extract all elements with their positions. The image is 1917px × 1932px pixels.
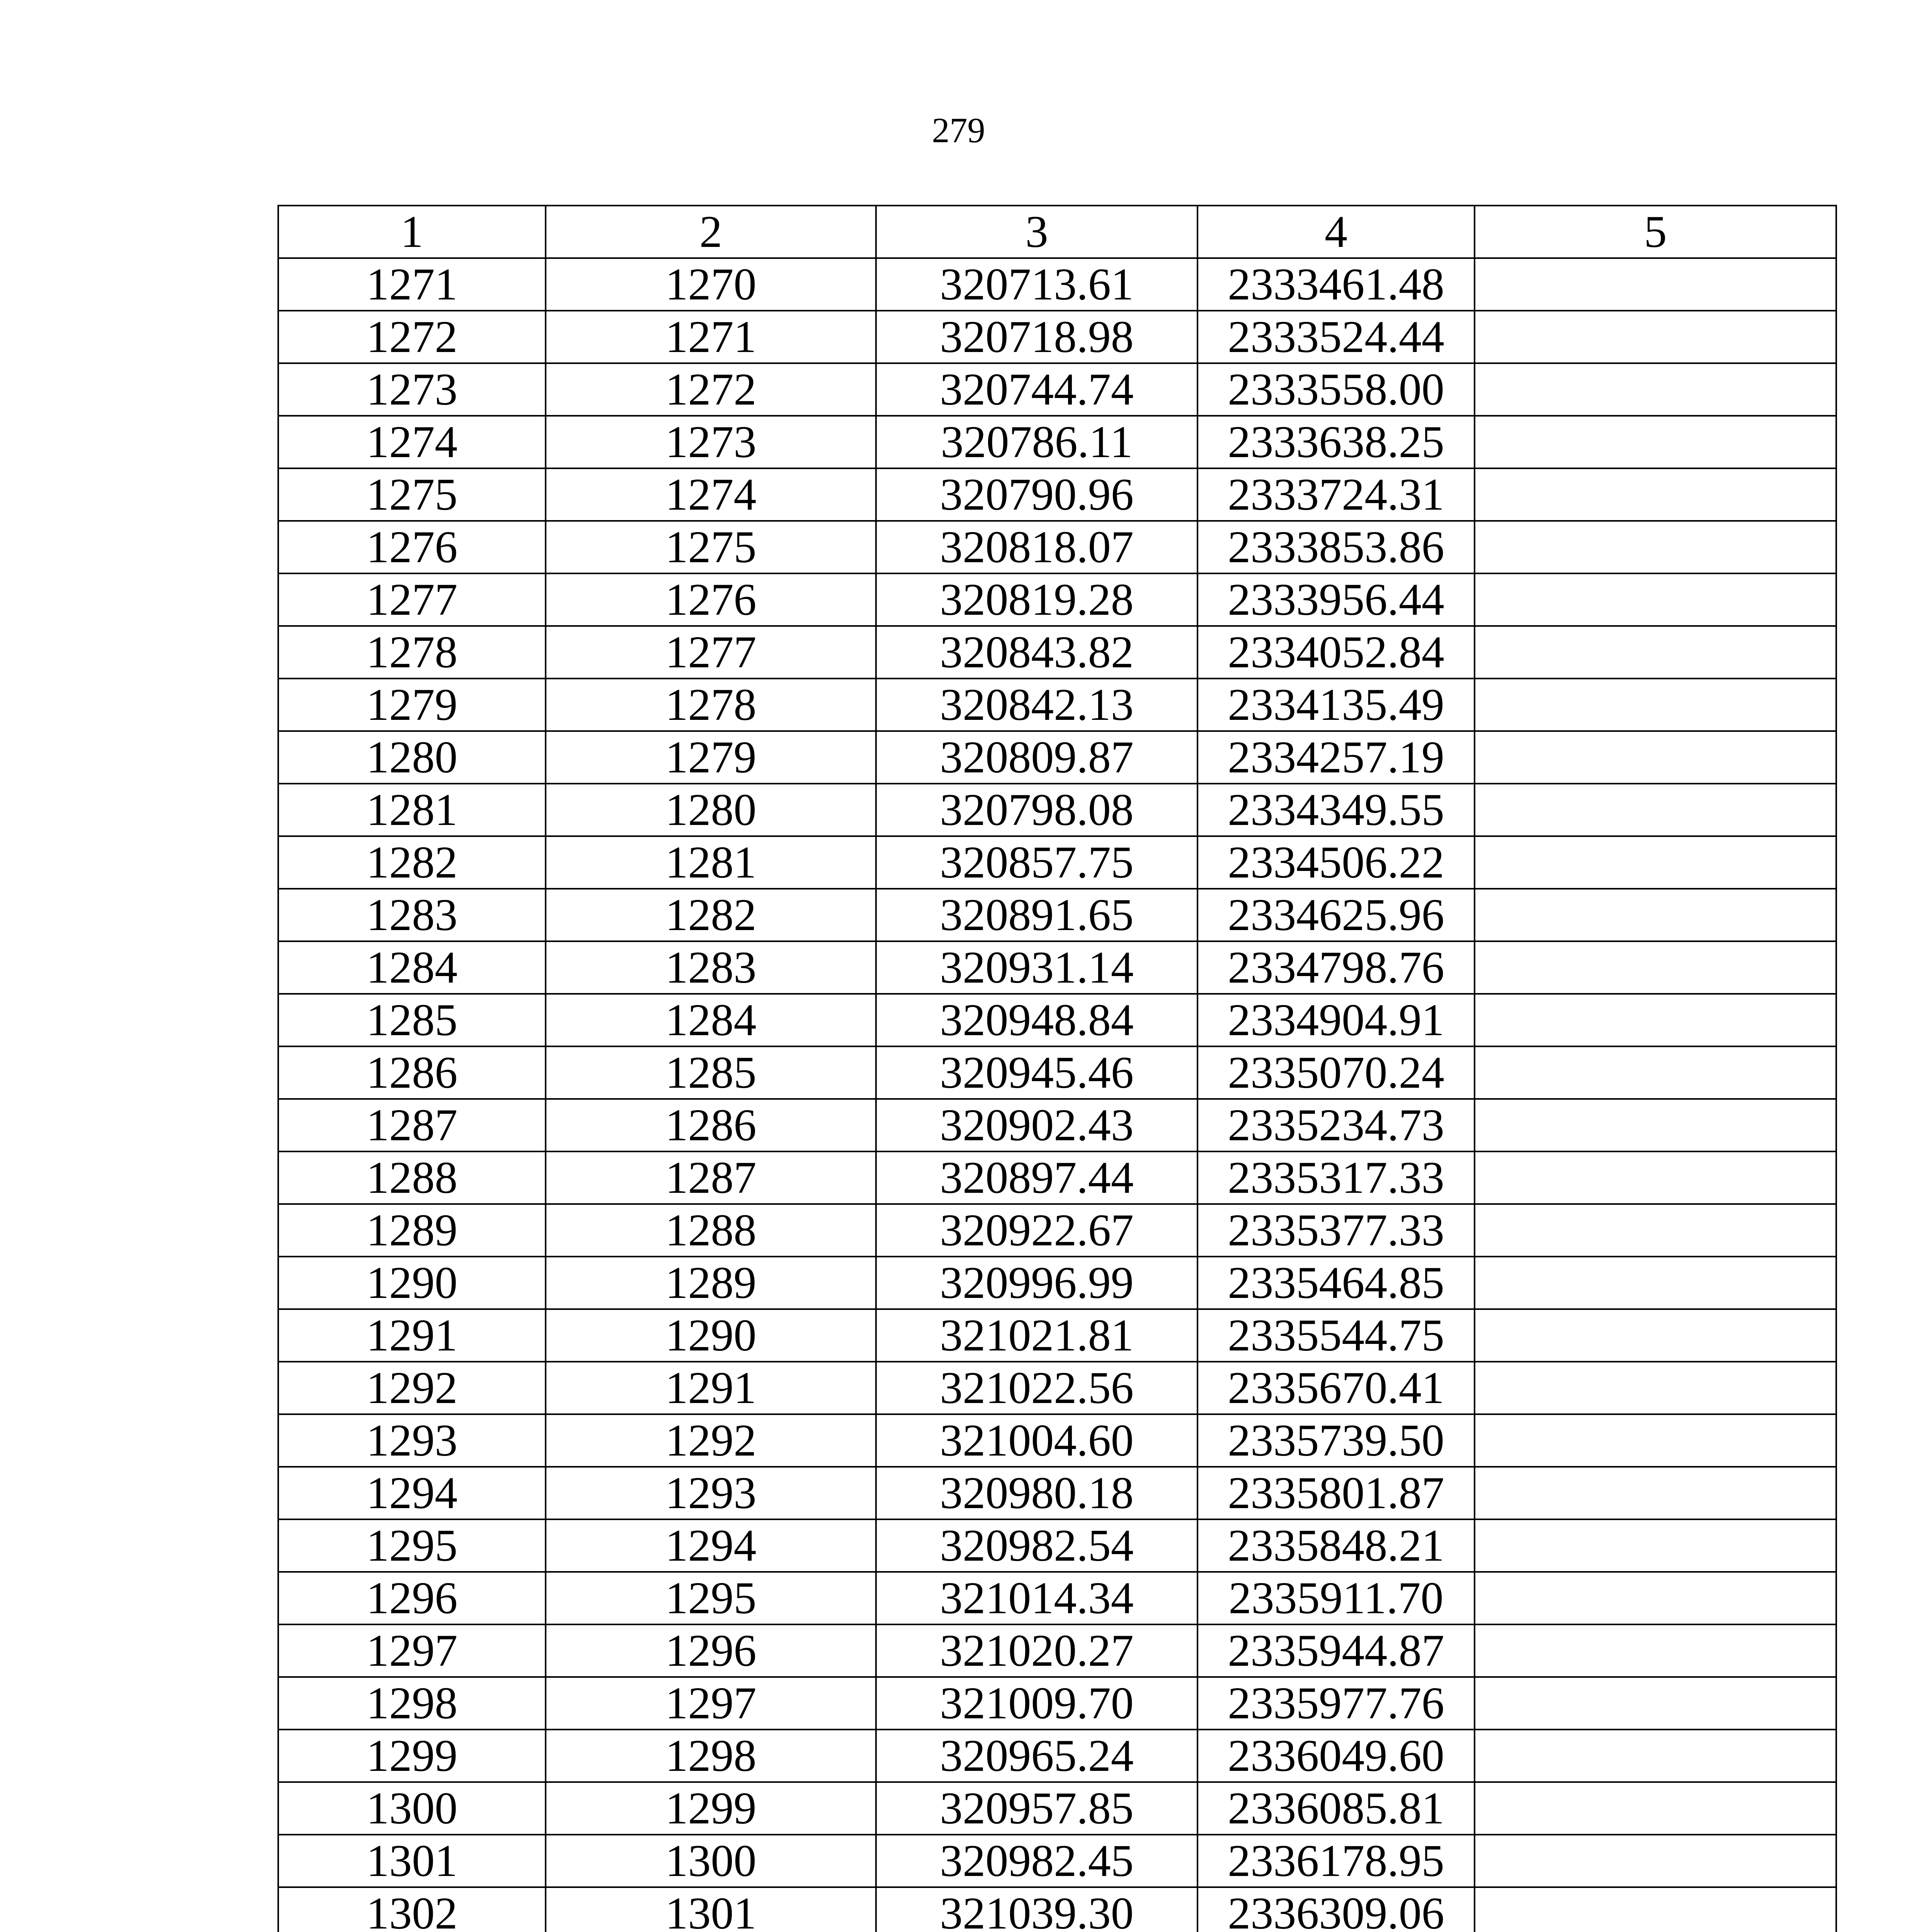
table-row (278, 1677, 1836, 1730)
table-cell-col-4: 2335377.33 (1197, 1204, 1475, 1257)
table-cell-col-4: 2333524.44 (1197, 311, 1475, 363)
table-cell-col-4: 2333558.00 (1197, 363, 1475, 416)
table-row (278, 941, 1836, 994)
table-cell-col-1: 1294 (278, 1467, 546, 1519)
table-cell-col-1: 1295 (278, 1519, 546, 1572)
table-cell-col-5 (1475, 1204, 1836, 1257)
table-cell-col-4: 2335544.75 (1197, 1309, 1475, 1362)
table-cell-col-1: 1288 (278, 1151, 546, 1204)
table-cell-col-5 (1475, 573, 1836, 626)
table-cell-col-2: 1295 (546, 1572, 876, 1624)
table-cell-col-5 (1475, 1519, 1836, 1572)
table-cell-col-5 (1475, 1362, 1836, 1414)
table-cell-col-5 (1475, 784, 1836, 836)
table-row (278, 1151, 1836, 1204)
table-cell-col-3: 320798.08 (876, 784, 1197, 836)
table-cell-col-2: 1294 (546, 1519, 876, 1572)
table-cell-col-3: 320980.18 (876, 1467, 1197, 1519)
table-row (278, 1257, 1836, 1309)
table-cell-col-4: 2333853.86 (1197, 521, 1475, 573)
table-cell-col-5 (1475, 626, 1836, 679)
table-cell-col-3: 320713.61 (876, 258, 1197, 311)
table-cell-col-4: 2334052.84 (1197, 626, 1475, 679)
page-number: 279 (932, 111, 985, 150)
table-cell-col-2: 1287 (546, 1151, 876, 1204)
table-cell-col-5 (1475, 941, 1836, 994)
table-cell-col-1: 1273 (278, 363, 546, 416)
table-cell-col-5 (1475, 311, 1836, 363)
table-cell-col-2: 1270 (546, 258, 876, 311)
table-cell-col-2: 1296 (546, 1624, 876, 1677)
table-cell-col-3: 320965.24 (876, 1730, 1197, 1782)
table-cell-col-2: 1300 (546, 1835, 876, 1887)
table-cell-col-2: 1293 (546, 1467, 876, 1519)
table-cell-col-1: 1282 (278, 836, 546, 889)
table-row (278, 679, 1836, 731)
table-cell-col-4: 2335944.87 (1197, 1624, 1475, 1677)
table-cell-col-4: 2335317.33 (1197, 1151, 1475, 1204)
table-cell-col-1: 1298 (278, 1677, 546, 1730)
table-cell-col-1: 1300 (278, 1782, 546, 1835)
table-cell-col-1: 1271 (278, 258, 546, 311)
table-cell-col-5 (1475, 679, 1836, 731)
table-row (278, 311, 1836, 363)
table-cell-col-3: 321004.60 (876, 1414, 1197, 1467)
table-body (278, 258, 1836, 1932)
table-cell-col-1: 1275 (278, 468, 546, 521)
table-cell-col-2: 1298 (546, 1730, 876, 1782)
table-cell-col-5 (1475, 1099, 1836, 1151)
table-cell-col-3: 320718.98 (876, 311, 1197, 363)
table-cell-col-1: 1285 (278, 994, 546, 1046)
table-cell-col-4: 2336085.81 (1197, 1782, 1475, 1835)
table-cell-col-2: 1292 (546, 1414, 876, 1467)
table-cell-col-4: 2335911.70 (1197, 1572, 1475, 1624)
table-cell-col-5 (1475, 731, 1836, 784)
table-row (278, 1099, 1836, 1151)
table-cell-col-4: 2335801.87 (1197, 1467, 1475, 1519)
table-cell-col-2: 1274 (546, 468, 876, 521)
table-cell-col-1: 1302 (278, 1887, 546, 1932)
table-cell-col-5 (1475, 258, 1836, 311)
table-cell-col-5 (1475, 1151, 1836, 1204)
table-cell-col-3: 320891.65 (876, 889, 1197, 941)
table-cell-col-2: 1271 (546, 311, 876, 363)
table-cell-col-5 (1475, 416, 1836, 468)
table-cell-col-3: 320744.74 (876, 363, 1197, 416)
table-cell-col-3: 321020.27 (876, 1624, 1197, 1677)
table-cell-col-3: 320948.84 (876, 994, 1197, 1046)
table-cell-col-2: 1297 (546, 1677, 876, 1730)
table-cell-col-3: 320786.11 (876, 416, 1197, 468)
table-cell-col-4: 2334506.22 (1197, 836, 1475, 889)
table-cell-col-5 (1475, 1046, 1836, 1099)
table-cell-col-1: 1301 (278, 1835, 546, 1887)
table-cell-col-2: 1301 (546, 1887, 876, 1932)
table-cell-col-4: 2335464.85 (1197, 1257, 1475, 1309)
table-row (278, 1782, 1836, 1835)
table-cell-col-3: 320957.85 (876, 1782, 1197, 1835)
table-row (278, 784, 1836, 836)
table-header-row (278, 206, 1836, 258)
header-cell-3: 3 (876, 206, 1197, 258)
table-cell-col-2: 1284 (546, 994, 876, 1046)
table-cell-col-4: 2334135.49 (1197, 679, 1475, 731)
table-cell-col-1: 1279 (278, 679, 546, 731)
table-cell-col-4: 2334798.76 (1197, 941, 1475, 994)
header-cell-5: 5 (1475, 206, 1836, 258)
table-cell-col-3: 321009.70 (876, 1677, 1197, 1730)
table-row (278, 1572, 1836, 1624)
table-cell-col-1: 1299 (278, 1730, 546, 1782)
table-cell-col-3: 320843.82 (876, 626, 1197, 679)
table-cell-col-3: 321021.81 (876, 1309, 1197, 1362)
table-cell-col-4: 2334349.55 (1197, 784, 1475, 836)
table-cell-col-5 (1475, 889, 1836, 941)
table-row (278, 731, 1836, 784)
table-cell-col-2: 1277 (546, 626, 876, 679)
table-cell-col-1: 1280 (278, 731, 546, 784)
table-cell-col-5 (1475, 1467, 1836, 1519)
table-cell-col-2: 1279 (546, 731, 876, 784)
table-row (278, 1835, 1836, 1887)
table-cell-col-3: 320842.13 (876, 679, 1197, 731)
table-cell-col-1: 1274 (278, 416, 546, 468)
table-cell-col-4: 2336049.60 (1197, 1730, 1475, 1782)
table-cell-col-3: 320809.87 (876, 731, 1197, 784)
table-cell-col-3: 320982.54 (876, 1519, 1197, 1572)
table-row (278, 1414, 1836, 1467)
table-cell-col-4: 2333638.25 (1197, 416, 1475, 468)
table-cell-col-3: 320931.14 (876, 941, 1197, 994)
table-cell-col-2: 1288 (546, 1204, 876, 1257)
table-cell-col-1: 1297 (278, 1624, 546, 1677)
table-cell-col-3: 320818.07 (876, 521, 1197, 573)
table-cell-col-5 (1475, 1309, 1836, 1362)
table-cell-col-2: 1290 (546, 1309, 876, 1362)
table-cell-col-1: 1293 (278, 1414, 546, 1467)
table-cell-col-1: 1296 (278, 1572, 546, 1624)
table-cell-col-4: 2335234.73 (1197, 1099, 1475, 1151)
table-cell-col-3: 320982.45 (876, 1835, 1197, 1887)
table-cell-col-2: 1291 (546, 1362, 876, 1414)
table-cell-col-2: 1276 (546, 573, 876, 626)
table-cell-col-2: 1285 (546, 1046, 876, 1099)
table-row (278, 573, 1836, 626)
table-cell-col-5 (1475, 1887, 1836, 1932)
table-cell-col-4: 2334257.19 (1197, 731, 1475, 784)
table-cell-col-5 (1475, 1730, 1836, 1782)
table-cell-col-2: 1280 (546, 784, 876, 836)
table-cell-col-4: 2335070.24 (1197, 1046, 1475, 1099)
table-cell-col-5 (1475, 994, 1836, 1046)
table-cell-col-2: 1283 (546, 941, 876, 994)
table-cell-col-4: 2336178.95 (1197, 1835, 1475, 1887)
table-cell-col-5 (1475, 836, 1836, 889)
table-cell-col-2: 1282 (546, 889, 876, 941)
table-cell-col-2: 1278 (546, 679, 876, 731)
table-cell-col-1: 1286 (278, 1046, 546, 1099)
table-cell-col-2: 1289 (546, 1257, 876, 1309)
table-cell-col-4: 2335977.76 (1197, 1677, 1475, 1730)
table-cell-col-4: 2333724.31 (1197, 468, 1475, 521)
table-cell-col-1: 1272 (278, 311, 546, 363)
table-cell-col-4: 2333956.44 (1197, 573, 1475, 626)
table-row (278, 1519, 1836, 1572)
table-row (278, 1730, 1836, 1782)
table-cell-col-1: 1287 (278, 1099, 546, 1151)
table-cell-col-4: 2334904.91 (1197, 994, 1475, 1046)
table-cell-col-2: 1272 (546, 363, 876, 416)
table-cell-col-1: 1277 (278, 573, 546, 626)
table-row (278, 1362, 1836, 1414)
table-row (278, 1309, 1836, 1362)
table-cell-col-3: 320996.99 (876, 1257, 1197, 1309)
table-cell-col-5 (1475, 1572, 1836, 1624)
table-cell-col-2: 1299 (546, 1782, 876, 1835)
table-cell-col-5 (1475, 1835, 1836, 1887)
table-cell-col-5 (1475, 1414, 1836, 1467)
table-cell-col-3: 320790.96 (876, 468, 1197, 521)
table-cell-col-3: 320902.43 (876, 1099, 1197, 1151)
table-cell-col-5 (1475, 1677, 1836, 1730)
table-cell-col-1: 1281 (278, 784, 546, 836)
table-cell-col-3: 320897.44 (876, 1151, 1197, 1204)
table-cell-col-3: 320922.67 (876, 1204, 1197, 1257)
table-cell-col-1: 1278 (278, 626, 546, 679)
header-cell-1: 1 (278, 206, 546, 258)
table-row (278, 836, 1836, 889)
table-row (278, 468, 1836, 521)
table-cell-col-3: 321039.30 (876, 1887, 1197, 1932)
table-cell-col-3: 320857.75 (876, 836, 1197, 889)
table-cell-col-5 (1475, 1782, 1836, 1835)
table-row (278, 521, 1836, 573)
table-cell-col-4: 2333461.48 (1197, 258, 1475, 311)
table-cell-col-3: 320945.46 (876, 1046, 1197, 1099)
table-cell-col-1: 1289 (278, 1204, 546, 1257)
table-cell-col-1: 1291 (278, 1309, 546, 1362)
table-cell-col-2: 1286 (546, 1099, 876, 1151)
table-cell-col-5 (1475, 521, 1836, 573)
table-cell-col-1: 1292 (278, 1362, 546, 1414)
coordinates-table (277, 205, 1837, 1932)
table-row (278, 994, 1836, 1046)
table-cell-col-5 (1475, 1257, 1836, 1309)
table-cell-col-3: 320819.28 (876, 573, 1197, 626)
table-row (278, 889, 1836, 941)
table-row (278, 1624, 1836, 1677)
table-row (278, 626, 1836, 679)
table-cell-col-2: 1275 (546, 521, 876, 573)
table-cell-col-5 (1475, 1624, 1836, 1677)
header-cell-4: 4 (1197, 206, 1475, 258)
table-cell-col-1: 1283 (278, 889, 546, 941)
header-cell-2: 2 (546, 206, 876, 258)
table-cell-col-2: 1281 (546, 836, 876, 889)
table-row (278, 1887, 1836, 1932)
table-cell-col-5 (1475, 363, 1836, 416)
table-row (278, 1467, 1836, 1519)
table-cell-col-2: 1273 (546, 416, 876, 468)
table-row (278, 1204, 1836, 1257)
table-cell-col-1: 1290 (278, 1257, 546, 1309)
table-row (278, 363, 1836, 416)
table-cell-col-3: 321022.56 (876, 1362, 1197, 1414)
table-cell-col-3: 321014.34 (876, 1572, 1197, 1624)
table-cell-col-4: 2336309.06 (1197, 1887, 1475, 1932)
table-cell-col-4: 2335739.50 (1197, 1414, 1475, 1467)
table-cell-col-1: 1276 (278, 521, 546, 573)
table-row (278, 1046, 1836, 1099)
table-cell-col-1: 1284 (278, 941, 546, 994)
table-cell-col-4: 2334625.96 (1197, 889, 1475, 941)
table-row (278, 258, 1836, 311)
table-cell-col-4: 2335848.21 (1197, 1519, 1475, 1572)
table-row (278, 416, 1836, 468)
table-cell-col-4: 2335670.41 (1197, 1362, 1475, 1414)
table-cell-col-5 (1475, 468, 1836, 521)
